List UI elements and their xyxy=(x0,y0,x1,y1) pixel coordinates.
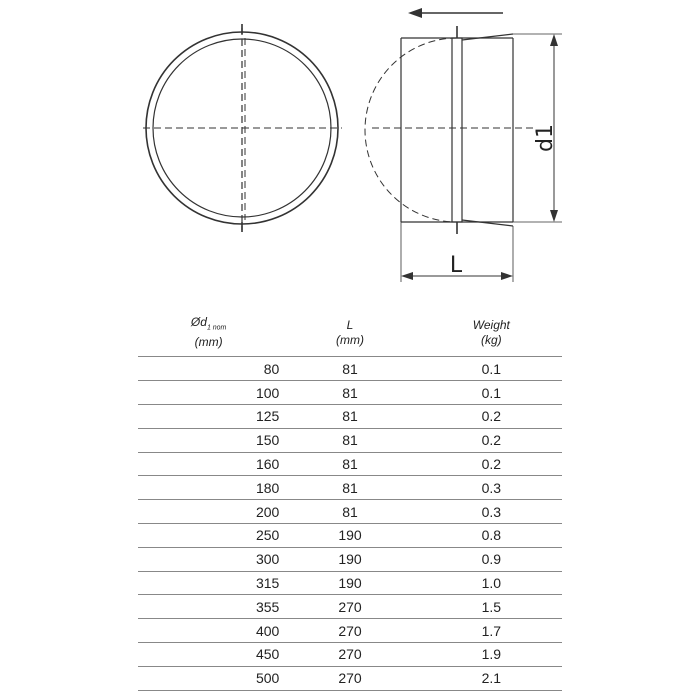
cell-length: 190 xyxy=(279,571,420,595)
table-row xyxy=(138,476,562,500)
header-diameter-subscript: 1 nom xyxy=(206,324,227,332)
table-row xyxy=(138,404,562,428)
cell-diameter-value: 300 xyxy=(255,551,280,568)
cell-weight: 0.8 xyxy=(421,523,562,547)
cell-weight: 1.7 xyxy=(421,619,562,643)
cell-diameter-value: 450 xyxy=(255,646,280,663)
d1-arrow-bottom xyxy=(550,210,558,222)
cell-diameter-value: 180 xyxy=(255,479,280,496)
cell-length: 270 xyxy=(279,595,420,619)
cell-weight: 0.2 xyxy=(421,452,562,476)
cell-diameter xyxy=(138,619,279,643)
header-diameter-label: Ød xyxy=(190,315,207,329)
cell-diameter xyxy=(138,476,279,500)
header-length-label: L xyxy=(346,317,354,332)
cell-diameter-value: 160 xyxy=(255,455,280,472)
cell-diameter-value: 100 xyxy=(255,384,280,401)
cell-weight: 0.2 xyxy=(421,404,562,428)
header-diameter xyxy=(138,311,279,357)
technical-drawing xyxy=(0,0,700,300)
table-row xyxy=(138,381,562,405)
cell-diameter xyxy=(138,595,279,619)
table-header-row xyxy=(138,311,562,357)
cell-diameter-value: 355 xyxy=(255,598,280,615)
L-label: L xyxy=(449,253,463,278)
table-row xyxy=(138,571,562,595)
cell-length: 81 xyxy=(279,452,420,476)
cell-length: 270 xyxy=(279,619,420,643)
cell-diameter xyxy=(138,547,279,571)
cell-diameter-value: 315 xyxy=(255,574,280,591)
cell-diameter xyxy=(138,666,279,690)
table-row xyxy=(138,500,562,524)
table-row xyxy=(138,666,562,690)
flange-lip-bottom xyxy=(462,220,513,226)
cell-weight: 1.0 xyxy=(421,571,562,595)
cell-length: 81 xyxy=(279,357,420,381)
L-arrow-left xyxy=(401,272,413,280)
table-row xyxy=(138,642,562,666)
header-weight-unit: (kg) xyxy=(480,332,502,347)
cell-diameter xyxy=(138,428,279,452)
cell-length: 81 xyxy=(279,381,420,405)
front-view xyxy=(143,24,342,232)
d1-arrow-top xyxy=(550,34,558,46)
cell-weight: 0.3 xyxy=(421,500,562,524)
cell-weight: 2.1 xyxy=(421,666,562,690)
header-weight-label: Weight xyxy=(472,317,510,332)
dimensions-table xyxy=(138,311,562,691)
flange-lip-top xyxy=(462,34,513,40)
cell-diameter xyxy=(138,500,279,524)
flange xyxy=(452,38,462,222)
cell-weight: 0.9 xyxy=(421,547,562,571)
cell-diameter-value: 80 xyxy=(263,360,280,377)
cell-weight: 0.1 xyxy=(421,357,562,381)
cell-diameter xyxy=(138,571,279,595)
cell-length: 270 xyxy=(279,666,420,690)
header-length xyxy=(279,311,420,357)
header-diameter-unit: (mm) xyxy=(194,335,223,350)
cell-diameter xyxy=(138,523,279,547)
header-length-unit: (mm) xyxy=(336,332,364,347)
cell-diameter xyxy=(138,642,279,666)
cell-diameter xyxy=(138,452,279,476)
table-row xyxy=(138,547,562,571)
cell-length: 190 xyxy=(279,523,420,547)
cell-weight: 0.2 xyxy=(421,428,562,452)
cell-length: 190 xyxy=(279,547,420,571)
cell-weight: 0.1 xyxy=(421,381,562,405)
table-row xyxy=(138,357,562,381)
cell-diameter xyxy=(138,357,279,381)
cell-diameter-value: 250 xyxy=(255,527,280,544)
cell-weight: 0.3 xyxy=(421,476,562,500)
cell-diameter-value: 500 xyxy=(255,670,280,687)
table-row xyxy=(138,619,562,643)
cell-diameter-value: 400 xyxy=(255,622,280,639)
blade-swing-arc xyxy=(365,38,457,222)
table-row xyxy=(138,428,562,452)
cell-length: 81 xyxy=(279,404,420,428)
cell-length: 81 xyxy=(279,428,420,452)
header-weight xyxy=(421,311,562,357)
arrow-left-icon xyxy=(408,8,503,18)
cell-diameter xyxy=(138,404,279,428)
L-arrow-right xyxy=(501,272,513,280)
d1-label: d1 xyxy=(533,124,558,152)
cell-diameter-value: 200 xyxy=(255,503,280,520)
cell-length: 81 xyxy=(279,476,420,500)
table-row xyxy=(138,452,562,476)
cell-weight: 1.5 xyxy=(421,595,562,619)
cell-length: 270 xyxy=(279,642,420,666)
cell-diameter-value: 125 xyxy=(255,408,280,425)
cell-diameter-value: 150 xyxy=(255,432,280,449)
table-row xyxy=(138,595,562,619)
cell-diameter xyxy=(138,381,279,405)
cell-weight: 1.9 xyxy=(421,642,562,666)
cell-length: 81 xyxy=(279,500,420,524)
table-row xyxy=(138,523,562,547)
